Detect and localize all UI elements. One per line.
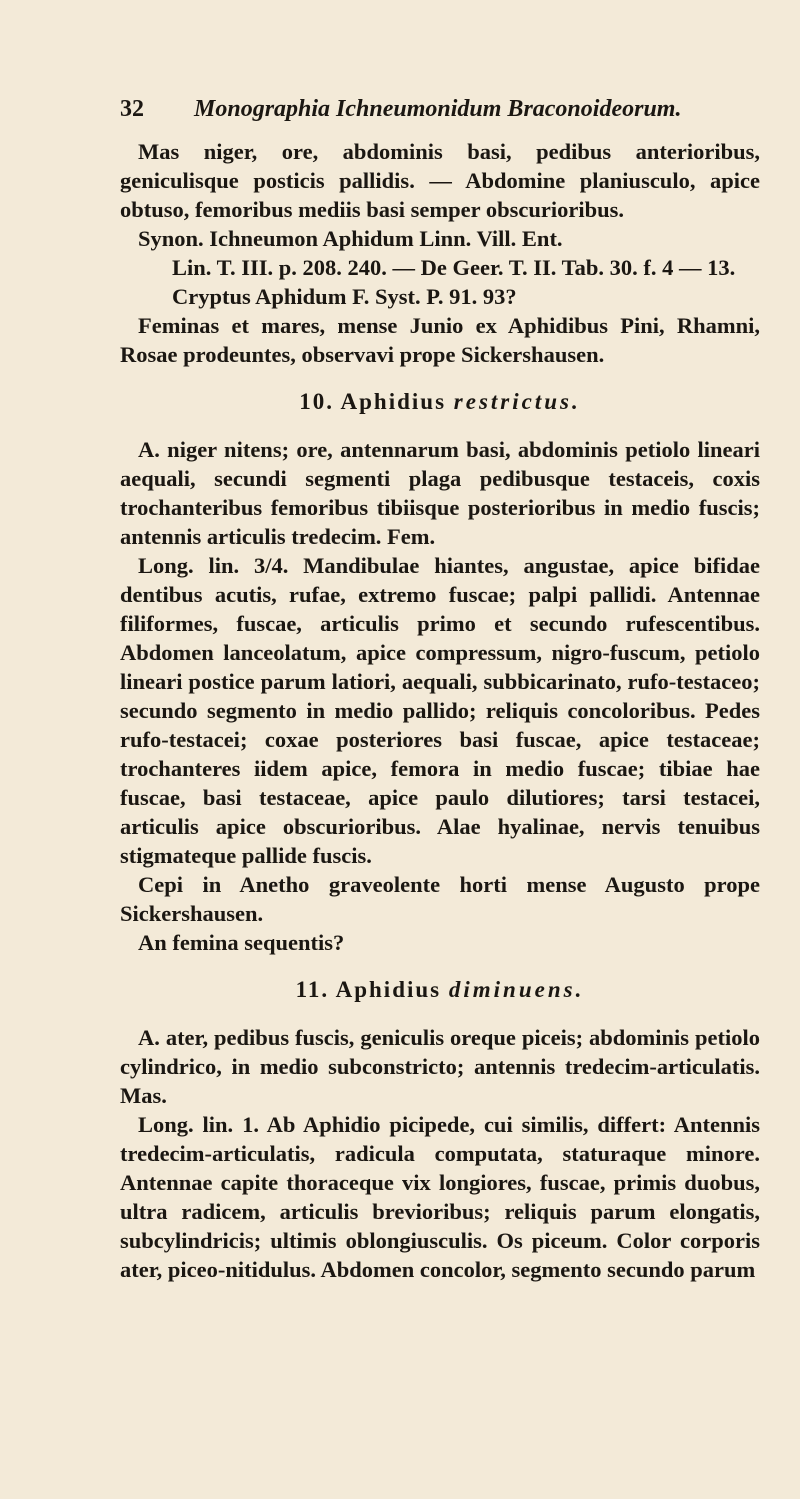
page-number: 32	[120, 96, 144, 122]
paragraph-feminas: Feminas et mares, mense Junio ex Aphidibus Pini, Rhamni, Rosae prodeuntes, observavi prope Sickershausen.	[120, 313, 760, 367]
species-heading-10: 10. Aphidius restrictus.	[299, 389, 581, 414]
synonym-block	[120, 224, 760, 311]
synonym-line-1: Synon. Ichneumon Aphidum Linn. Vill. Ent.	[138, 226, 563, 251]
paragraph-mas: Mas niger, ore, abdominis basi, pedibus anterioribus, geniculisque posticis pallidis. — Abdomine planiusculo, apice obtuso, femoribus mediis basi semper obscurioribus.	[120, 139, 760, 222]
question-10: An femina sequentis?	[138, 930, 345, 955]
synonym-line-2: Lin. T. III. p. 208. 240. — De Geer. T. II. Tab. 30. f. 4 — 13.	[172, 255, 736, 280]
description-11: Long. lin. 1. Ab Aphidio picipede, cui similis, differt: Antennis tredecim-articulatis, radicula computata, staturaque minore. Antennae capite thoraceque vix longiores, fuscae, primis duobus, ultra radicem, articulis brevioribus; reliquis parum elongatis, subcylindricis; ultimis oblongiusculis. Os piceum. Color corporis ater, piceo-nitidulus. Abdomen concolor, segmento secundo parum	[120, 1112, 760, 1282]
description-10: Long. lin. 3/4. Mandibulae hiantes, angustae, apice bifidae dentibus acutis, rufae, extremo fuscae; palpi pallidi. Antennae filiformes, fuscae, articulis primo et secundo rufescentibus. Abdomen lanceolatum, apice compressum, nigro-fuscum, petiolo lineari postice parum latiori, aequali, subbicarinato, rufo-testaceo; secundo segmento in medio pallido; reliquis concoloribus. Pedes rufo-testacei; coxae posteriores basi fuscae, apice testaceae; trochanteres iidem apice, femora in medio fuscae; tibiae hae fuscae, basi testaceae, apice paulo dilutiores; tarsi testacei, articulis apice obscurioribus. Alae hyalinae, nervis tenuibus stigmateque pallide fuscis.	[120, 553, 760, 868]
diagnosis-10: A. niger nitens; ore, antennarum basi, abdominis petiolo lineari aequali, secundi segmenti plaga pedibusque testaceis, coxis trochanteribus femoribus tibiisque posterioribus in medio fuscis; antennis articulis tredecim. Fem.	[120, 437, 760, 549]
running-title: Monographia Ichneumonidum Braconoideorum.	[194, 96, 682, 122]
species-heading-11: 11. Aphidius diminuens.	[295, 977, 585, 1002]
collection-10: Cepi in Anetho graveolente horti mense Augusto prope Sickershausen.	[120, 872, 760, 926]
diagnosis-11: A. ater, pedibus fuscis, geniculis oreque piceis; abdominis petiolo cylindrico, in medio subconstricto; antennis tredecim-articulatis. Mas.	[120, 1025, 760, 1108]
running-head	[120, 96, 760, 123]
synonym-line-3: Cryptus Aphidum F. Syst. P. 91. 93?	[172, 284, 517, 309]
